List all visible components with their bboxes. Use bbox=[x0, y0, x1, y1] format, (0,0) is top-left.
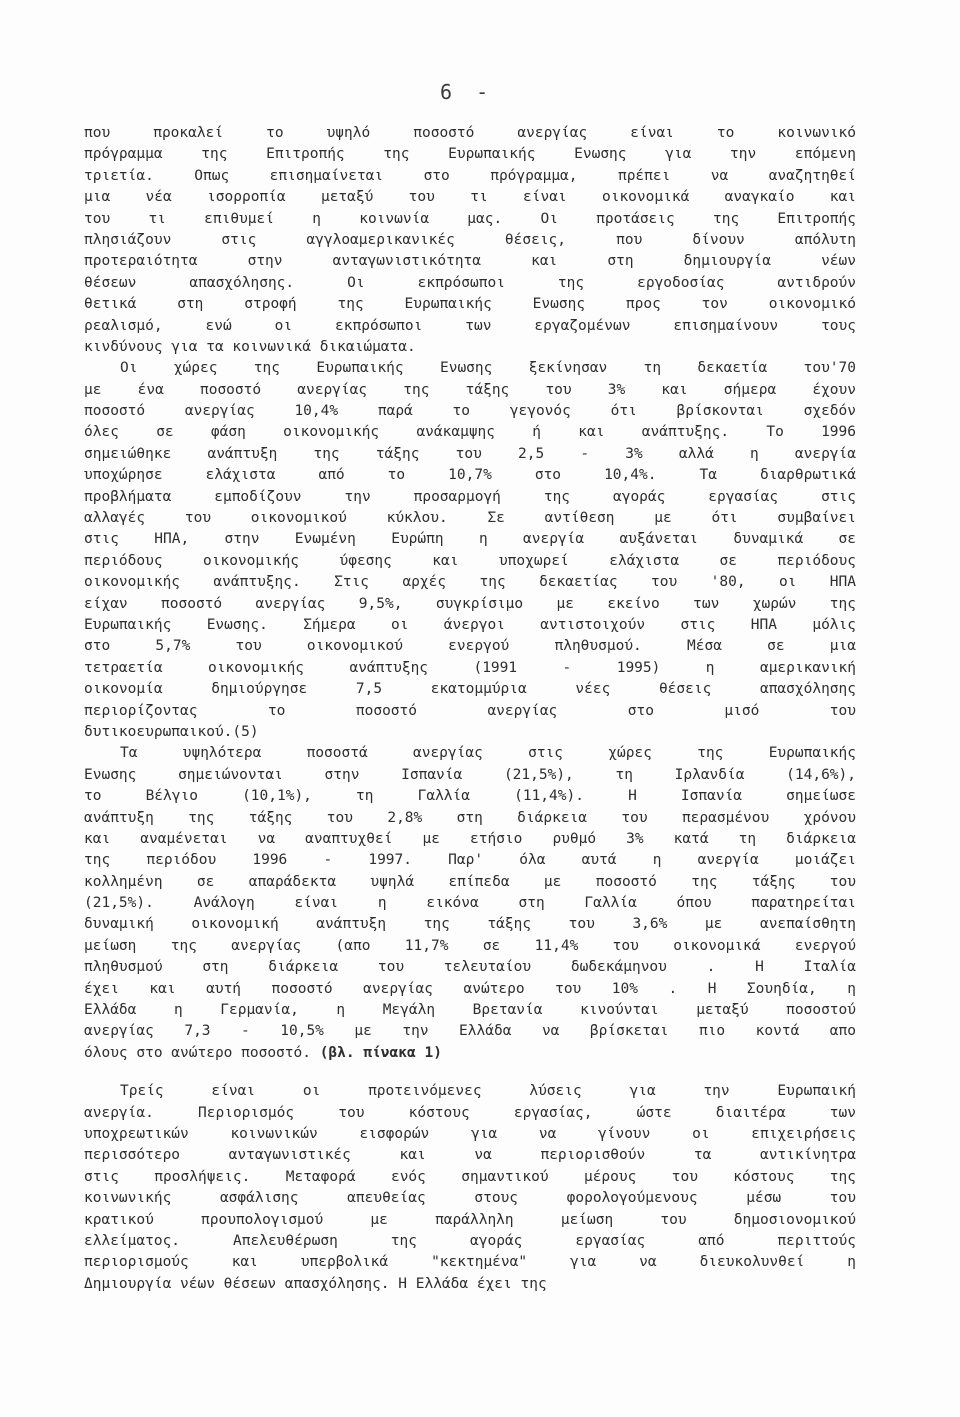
text-line: κολλημένη σε απαράδεκτα υψηλά επίπεδα με ποσοστό της τάξης του bbox=[84, 873, 856, 890]
text-line: προτεραιότητα στην ανταγωνιστικότητα και στη δημιουργία νέων bbox=[84, 253, 856, 270]
text-line: του τι επιθυμεί η κοινωνία μας. Οι προτάσεις της Επιτροπής bbox=[84, 210, 856, 227]
paragraph-2 bbox=[84, 358, 856, 743]
text-line: περιορισμούς και υπερβολικά "κεκτημένα" για να διευκολυνθεί η bbox=[84, 1254, 856, 1271]
text-line: περιορίζοντας το ποσοστό ανεργίας στο μισό του bbox=[84, 702, 856, 719]
text-line: ποσοστό ανεργίας 10,4% παρά το γεγονός ότι βρίσκονται σχεδόν bbox=[84, 403, 856, 420]
text-line: κοινωνικής ασφάλισης απευθείας στους φορολογούμενους μέσω του bbox=[84, 1190, 856, 1207]
page-number: 6 - bbox=[440, 80, 495, 104]
text-line: πρόγραμμα της Επιτροπής της Ευρωπαικής Ενωσης για την επόμενη bbox=[84, 146, 856, 163]
text-line: τριετία. Οπως επισημαίνεται στο πρόγραμμα, πρέπει να αναζητηθεί bbox=[84, 167, 856, 184]
text-line bbox=[84, 1043, 856, 1064]
text-line: (21,5%). Ανάλογη είναι η εικόνα στη Γαλλία όπου παρατηρείται bbox=[84, 895, 856, 912]
text-line: Ελλάδα η Γερμανία, η Μεγάλη Βρετανία κινούνται μεταξύ ποσοστού bbox=[84, 1002, 856, 1019]
text-line: με ένα ποσοστό ανεργίας της τάξης του 3% και σήμερα έχουν bbox=[84, 381, 856, 398]
paragraph-gap bbox=[84, 1064, 856, 1081]
text-line: Τα υψηλότερα ποσοστά ανεργίας στις χώρες της Ευρωπαικής bbox=[120, 745, 856, 762]
text-line: ανάπτυξη της τάξης του 2,8% στη διάρκεια του περασμένου χρόνου bbox=[84, 809, 856, 826]
text-line: πλησιάζουν στις αγγλοαμερικανικές θέσεις, που δίνουν απόλυτη bbox=[84, 231, 856, 248]
text-line: στις ΗΠΑ, στην Ενωμένη Ευρώπη η ανεργία αυξάνεται δυναμικά σε bbox=[84, 531, 856, 548]
text-line: έχει και αυτή ποσοστό ανεργίας ανώτερο του 10% . Η Σουηδία, η bbox=[84, 980, 856, 997]
text-line: πληθυσμού στη διάρκεια του τελευταίου δωδεκάμηνου . Η Ιταλία bbox=[84, 959, 856, 976]
text-line: ελλείματος. Απελευθέρωση της αγοράς εργασίας από περιττούς bbox=[84, 1232, 856, 1249]
text-line: Ευρωπαικής Ενωσης. Σήμερα οι άνεργοι αντιστοιχούν στις ΗΠΑ μόλις bbox=[84, 616, 856, 633]
text-line: θέσεων απασχόλησης. Οι εκπρόσωποι της εργοδοσίας αντιδρούν bbox=[84, 274, 856, 291]
text-line: Ενωσης σημειώνονται στην Ισπανία (21,5%), τη Ιρλανδία (14,6%), bbox=[84, 766, 856, 783]
text-line: υποχώρησε ελάχιστα από το 10,7% στο 10,4%. Τα διαρθρωτικά bbox=[84, 467, 856, 484]
text-line: οικονομικής ανάπτυξης. Στις αρχές της δεκαετίας του '80, οι ΗΠΑ bbox=[84, 574, 856, 591]
text-line: της περιόδου 1996 - 1997. Παρ' όλα αυτά η ανεργία μοιάζει bbox=[84, 852, 856, 869]
text-line: υποχρεωτικών κοινωνικών εισφορών για να γίνουν οι επιχειρήσεις bbox=[84, 1125, 856, 1142]
text-line: ανεργίας 7,3 - 10,5% με την Ελλάδα να βρίσκεται πιο κοντά απο bbox=[84, 1023, 856, 1040]
text-line: σημειώθηκε ανάπτυξη της τάξης του 2,5 - 3% αλλά η ανεργία bbox=[84, 445, 856, 462]
text-line: μια νέα ισορροπία μεταξύ του τι είναι οικονομικά αναγκαίο και bbox=[84, 189, 856, 206]
text-line: που προκαλεί το υψηλό ποσοστό ανεργίας είναι το κοινωνικό bbox=[84, 125, 856, 141]
text-line: αλλαγές του οικονομικού κύκλου. Σε αντίθεση με ότι συμβαίνει bbox=[84, 510, 856, 527]
paragraph-4 bbox=[84, 1081, 856, 1295]
text-line: στο 5,7% του οικονομικού ενεργού πληθυσμού. Μέσα σε μια bbox=[84, 638, 856, 655]
text-line: κρατικού προυπολογισμού με παράλληλη μείωση του δημοσιονομικού bbox=[84, 1211, 856, 1228]
text-line: Τρείς είναι οι προτεινόμενες λύσεις για την Ευρωπαική bbox=[120, 1083, 856, 1100]
text-line: θετικά στη στροφή της Ευρωπαικής Ενωσης προς τον οικονομικό bbox=[84, 296, 856, 313]
text-line: περιόδους οικονομικής ύφεσης και υποχωρεί ελάχιστα σε περιόδους bbox=[84, 552, 856, 569]
text-line: είχαν ποσοστό ανεργίας 9,5%, συγκρίσιμο με εκείνο των χωρών της bbox=[84, 595, 856, 612]
text-line: προβλήματα εμποδίζουν την προσαρμογή της αγοράς εργασίας στις bbox=[84, 488, 856, 505]
paragraph-3 bbox=[84, 743, 856, 1064]
text-line: όλες σε φάση οικονομικής ανάκαμψης ή και ανάπτυξης. Το 1996 bbox=[84, 424, 856, 441]
table-reference: (βλ. πίνακα 1) bbox=[319, 1044, 442, 1061]
text-line: Δημιουργία νέων θέσεων απασχόλησης. Η Ελλάδα έχει της bbox=[84, 1275, 547, 1292]
text-line: το Βέλγιο (10,1%), τη Γαλλία (11,4%). Η Ισπανία σημείωσε bbox=[84, 788, 856, 805]
text-line: κινδύνους για τα κοινωνικά δικαιώματα. bbox=[84, 338, 416, 355]
text-line: ρεαλισμό, ενώ οι εκπρόσωποι των εργαζομένων επισημαίνουν τους bbox=[84, 317, 856, 334]
text-line: και αναμένεται να αναπτυχθεί με ετήσιο ρυθμό 3% κατά τη διάρκεια bbox=[84, 830, 856, 847]
text-line: τετραετία οικονομικής ανάπτυξης (1991 - 1995) η αμερικανική bbox=[84, 659, 856, 676]
text-line: Οι χώρες της Ευρωπαικής Ενωσης ξεκίνησαν τη δεκαετία του'70 bbox=[120, 360, 856, 377]
paragraph-1 bbox=[84, 123, 856, 358]
text-line: ανεργία. Περιορισμός του κόστους εργασίας, ώστε διαιτέρα των bbox=[84, 1104, 856, 1121]
text-line: περισσότερο ανταγωνιστικές και να περιορισθούν τα αντικίνητρα bbox=[84, 1147, 856, 1164]
text-line: μείωση της ανεργίας (απο 11,7% σε 11,4% του οικονομικά ενεργού bbox=[84, 937, 856, 954]
body-text bbox=[84, 123, 856, 1295]
text-line: δυναμική οικονομική ανάπτυξη της τάξης του 3,6% με ανεπαίσθητη bbox=[84, 916, 856, 933]
text-fragment: όλους στο ανώτερο ποσοστό. bbox=[84, 1044, 320, 1061]
text-line: στις προσλήψεις. Μεταφορά ενός σημαντικού μέρους του κόστους της bbox=[84, 1168, 856, 1185]
text-line: οικονομία δημιούργησε 7,5 εκατομμύρια νέες θέσεις απασχόλησης bbox=[84, 681, 856, 698]
text-line: δυτικοευρωπαικού.(5) bbox=[84, 723, 259, 740]
